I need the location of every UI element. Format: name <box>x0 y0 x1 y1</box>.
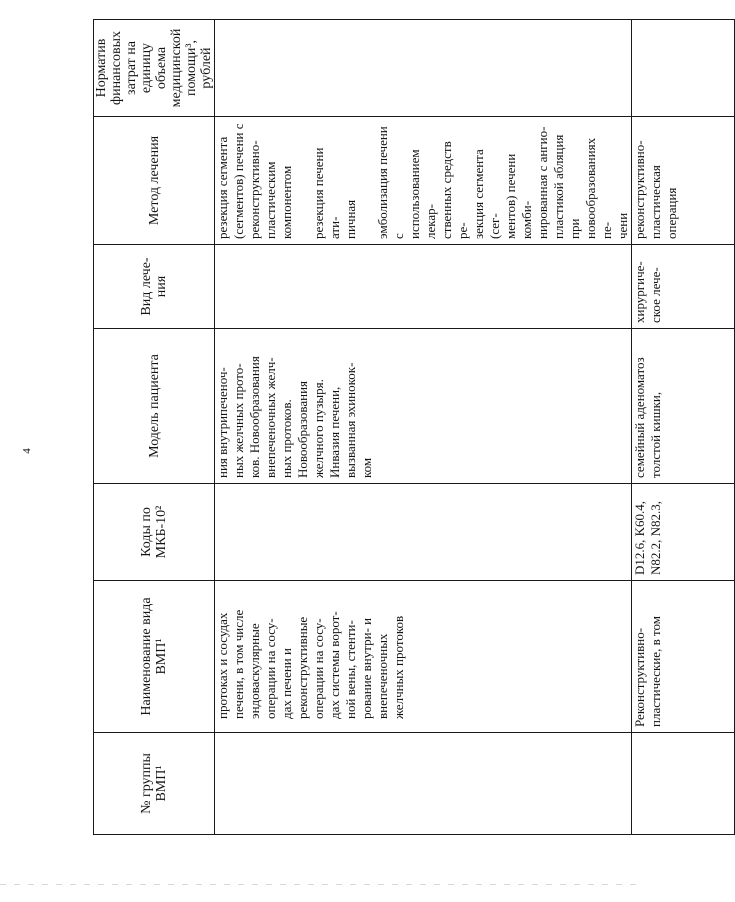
cell-icd-codes <box>215 484 632 581</box>
header-patient-model: Модель пациента <box>94 329 215 484</box>
header-treatment-method: Метод лечения <box>94 117 215 245</box>
header-icd-codes: Коды по МКБ-10² <box>94 484 215 581</box>
cell-treatment-type <box>215 245 632 329</box>
table-header-row <box>94 20 215 835</box>
cell-cost-norm <box>215 20 632 117</box>
header-treatment-type: Вид лече- ния <box>94 245 215 329</box>
cell-treatment-method: резекция сегмента (сегментов) печени с реконструктивно- пластическим компонентом резекция печени ати- пичная эмболизация печени с использованием лекар- ственных средств ре- зекция сегмента (сег- ментов) печени комби- нированная с ангио- пластикой абляция при новообразованиях пе- чени <box>215 117 632 245</box>
cell-icd-codes: D12.6, K60.4, N82.2, N82.3, <box>632 484 735 581</box>
cell-treatment-type: хирургиче- ское лече- <box>632 245 735 329</box>
cell-patient-model: семейный аденоматоз толстой кишки, <box>632 329 735 484</box>
cell-group <box>632 733 735 835</box>
cell-group <box>215 733 632 835</box>
page-number: 4 <box>21 448 33 454</box>
cell-treatment-method: реконструктивно- пластическая операция <box>632 117 735 245</box>
cell-vmp-name: протоках и сосудах печени, в том числе эндоваскулярные операции на сосу- дах печени и реконструктивные операции на сосу- дах системы ворот- ной вены, стенти- рование внутри- и внепеченочных желчных протоков <box>215 581 632 733</box>
cell-cost-norm <box>632 20 735 117</box>
cell-vmp-name: Реконструктивно- пластические, в том <box>632 581 735 733</box>
vmp-table <box>93 19 735 835</box>
header-vmp-name: Наименование вида ВМП¹ <box>94 581 215 733</box>
table-row <box>632 20 735 835</box>
header-group-number: № группы ВМП¹ <box>94 733 215 835</box>
header-cost-norm: Норматив финансовых затрат на единицу объема медицинской помощи³, рублей <box>94 20 215 117</box>
table-row <box>215 20 632 835</box>
cell-patient-model: ния внутрипеченоч- ных желчных прото- ков. Новообразования внепеченочных желч- ных протоков. Новообразования желчного пузыря. Инвазия печени, вызванная эхинокок- ком <box>215 329 632 484</box>
